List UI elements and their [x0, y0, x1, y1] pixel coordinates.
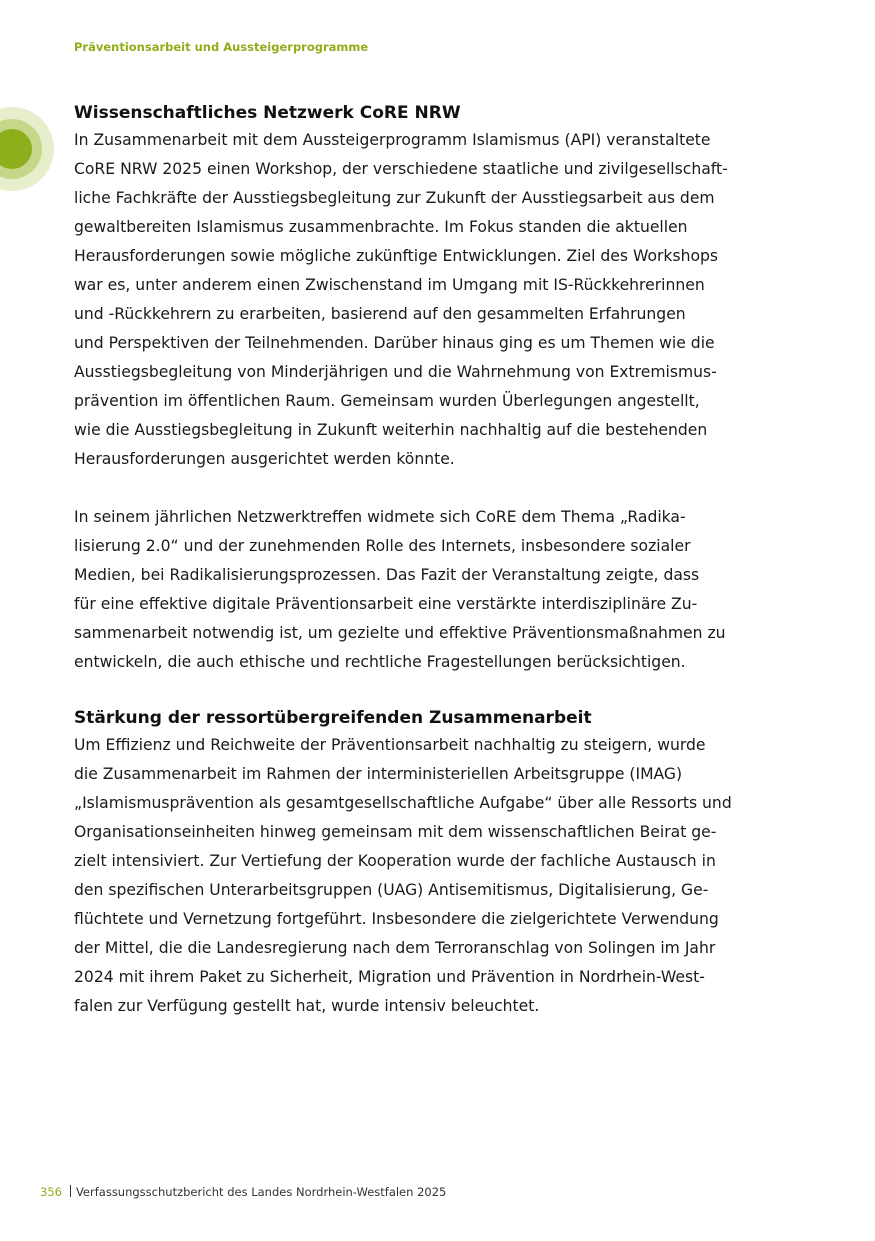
text-line: flüchtete und Vernetzung fortgeführt. Insbesondere die zielgerichtete Verwendung — [74, 910, 719, 928]
paragraph-core-workshop — [74, 126, 802, 474]
text-line: Um Effizienz und Reichweite der Präventionsarbeit nachhaltig zu steigern, wurde — [74, 736, 706, 754]
text-line: CoRE NRW 2025 einen Workshop, der verschiedene staatliche und zivilgesellschaft- — [74, 160, 728, 178]
text-line: In Zusammenarbeit mit dem Aussteigerprogramm Islamismus (API) veranstaltete — [74, 131, 711, 149]
section-heading-ressort: Stärkung der ressortübergreifenden Zusammenarbeit — [74, 708, 592, 728]
paragraph-spacer — [74, 677, 802, 706]
section-heading-core-nrw: Wissenschaftliches Netzwerk CoRE NRW — [74, 103, 461, 123]
text-line: die Zusammenarbeit im Rahmen der interministeriellen Arbeitsgruppe (IMAG) — [74, 765, 683, 783]
text-line: falen zur Verfügung gestellt hat, wurde intensiv beleuchtet. — [74, 997, 540, 1015]
paragraph-spacer — [74, 474, 802, 503]
text-line: Organisationseinheiten hinweg gemeinsam mit dem wissenschaftlichen Beirat ge- — [74, 823, 717, 841]
text-line: prävention im öffentlichen Raum. Gemeinsam wurden Überlegungen angestellt, — [74, 392, 700, 410]
text-line: den spezifischen Unterarbeitsgruppen (UAG) Antisemitismus, Digitalisierung, Ge- — [74, 881, 709, 899]
running-header: Präventionsarbeit und Aussteigerprogramme — [74, 40, 369, 54]
footer-divider — [70, 1185, 71, 1197]
text-line: gewaltbereiten Islamismus zusammenbrachte. Im Fokus standen die aktuellen — [74, 218, 688, 236]
text-line: Ausstiegsbegleitung von Minderjährigen und die Wahrnehmung von Extremismus- — [74, 363, 717, 381]
text-line: Medien, bei Radikalisierungsprozessen. Das Fazit der Veranstaltung zeigte, dass — [74, 566, 700, 584]
text-line: wie die Ausstiegsbegleitung in Zukunft weiterhin nachhaltig auf die bestehenden — [74, 421, 708, 439]
text-line: und Perspektiven der Teilnehmenden. Darüber hinaus ging es um Themen wie die — [74, 334, 715, 352]
text-line: 2024 mit ihrem Paket zu Sicherheit, Migration und Prävention in Nordrhein-West- — [74, 968, 705, 986]
text-line: liche Fachkräfte der Ausstiegsbegleitung zur Zukunft der Ausstiegsarbeit aus dem — [74, 189, 715, 207]
main-content — [74, 101, 802, 1021]
text-line: zielt intensiviert. Zur Vertiefung der Kooperation wurde der fachliche Austausch in — [74, 852, 716, 870]
text-line: „Islamismusprävention als gesamtgesellschaftliche Aufgabe“ über alle Ressorts und — [74, 794, 732, 812]
publication-title: Verfassungsschutzbericht des Landes Nordrhein-Westfalen 2025 — [75, 1185, 447, 1199]
text-line: sammenarbeit notwendig ist, um gezielte und effektive Präventionsmaßnahmen zu — [74, 624, 726, 642]
text-line: entwickeln, die auch ethische und rechtliche Fragestellungen berücksichtigen. — [74, 653, 686, 671]
text-line: und -Rückkehrern zu erarbeiten, basierend auf den gesammelten Erfahrungen — [74, 305, 686, 323]
text-line: für eine effektive digitale Präventionsarbeit eine verstärkte interdisziplinäre Zu- — [74, 595, 698, 613]
paragraph-core-netzwerktreffen — [74, 503, 802, 677]
text-line: Herausforderungen sowie mögliche zukünftige Entwicklungen. Ziel des Workshops — [74, 247, 719, 265]
page-number: 356 — [40, 1185, 62, 1199]
text-line: lisierung 2.0“ und der zunehmenden Rolle des Internets, insbesondere sozialer — [74, 537, 691, 555]
decorative-circle-icon — [0, 107, 54, 191]
text-line: Herausforderungen ausgerichtet werden könnte. — [74, 450, 455, 468]
text-line: war es, unter anderem einen Zwischenstand im Umgang mit IS-Rückkehrerinnen — [74, 276, 705, 294]
paragraph-ressort — [74, 731, 802, 1021]
text-line: In seinem jährlichen Netzwerktreffen widmete sich CoRE dem Thema „Radika- — [74, 508, 686, 526]
text-line: der Mittel, die die Landesregierung nach dem Terroranschlag von Solingen im Jahr — [74, 939, 716, 957]
page-footer — [40, 1185, 446, 1199]
